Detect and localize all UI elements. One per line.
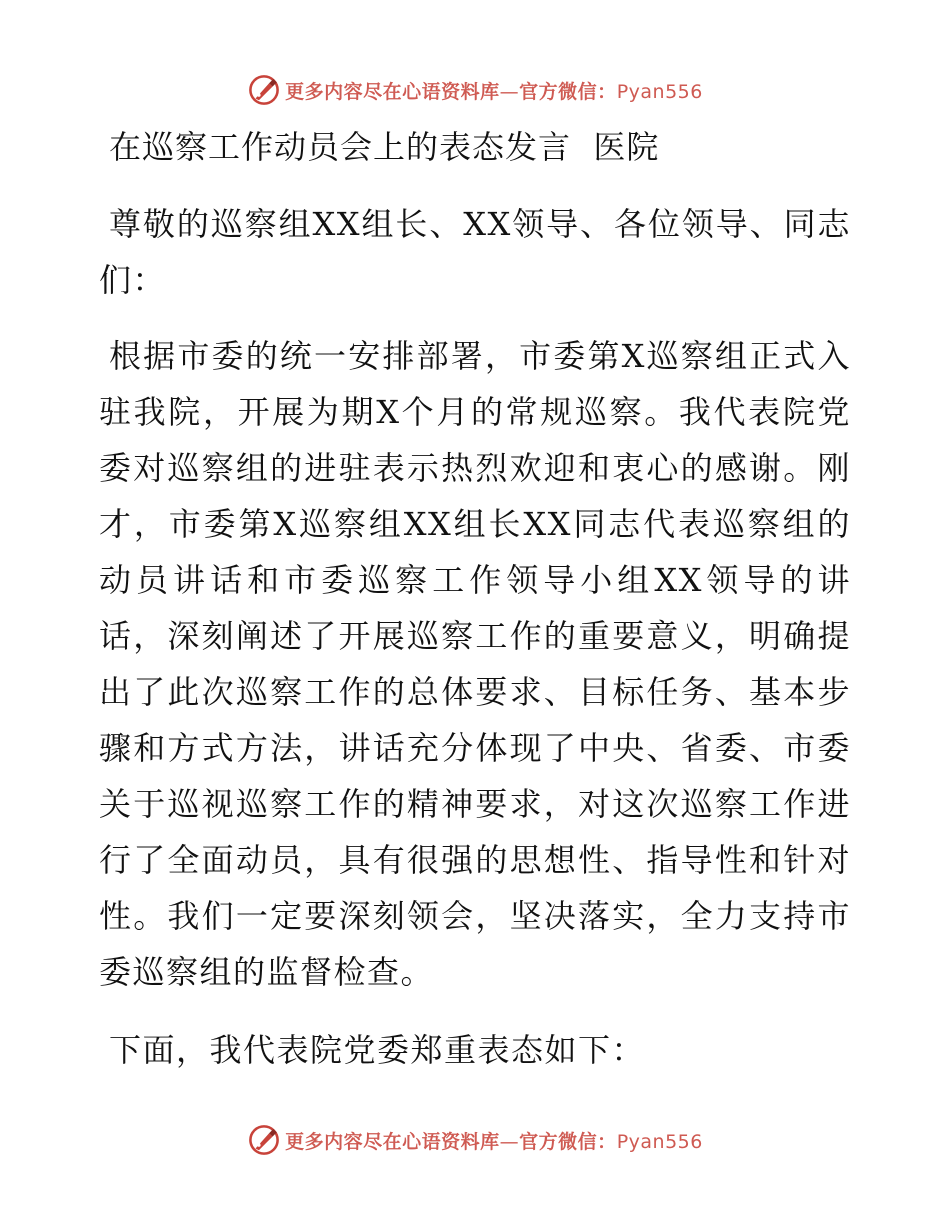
watermark-text <box>285 77 703 104</box>
watermark-official-text: 官方微信： <box>519 1130 617 1153</box>
watermark-header <box>0 70 950 110</box>
watermark-separator: — <box>499 80 520 103</box>
pen-nib-logo-icon <box>247 1123 281 1157</box>
pen-nib-logo-icon <box>247 73 281 107</box>
watermark-brand-text: 更多内容尽在心语资料库 <box>285 80 500 103</box>
watermark-account: Pyan556 <box>616 80 703 103</box>
watermark-account: Pyan556 <box>616 1130 703 1153</box>
watermark-separator: — <box>499 1130 520 1153</box>
salutation-paragraph: 尊敬的巡察组XX组长、XX领导、各位领导、同志们： <box>99 205 851 299</box>
watermark-brand-text: 更多内容尽在心语资料库 <box>285 1130 500 1153</box>
body-paragraph: 根据市委的统一安排部署，市委第X巡察组正式入驻我院，开展为期X个月的常规巡察。我代表院党委对巡察组的进驻表示热烈欢迎和衷心的感谢。刚才，市委第X巡察组XX组长XX同志代表巡察组的动员讲话和市委巡察工作领导小组XX领导的讲话，深刻阐述了开展巡察工作的重要意义，明确提出了此次巡察工作的总体要求、目标任务、基本步骤和方式方法，讲话充分体现了中央、省委、市委关于巡视巡察工作的精神要求，对这次巡察工作进行了全面动员，具有很强的思想性、指导性和针对性。我们一定要深刻领会，坚决落实，全力支持市委巡察组的监督检查。 <box>99 337 851 991</box>
watermark-official-text: 官方微信： <box>519 80 617 103</box>
watermark-text <box>285 1127 703 1154</box>
closing-paragraph: 下面，我代表院党委郑重表态如下： <box>109 1031 646 1069</box>
document-body <box>99 118 851 1078</box>
watermark-footer <box>0 1120 950 1160</box>
document-title: 在巡察工作动员会上的表态发言 医院 <box>109 128 660 166</box>
